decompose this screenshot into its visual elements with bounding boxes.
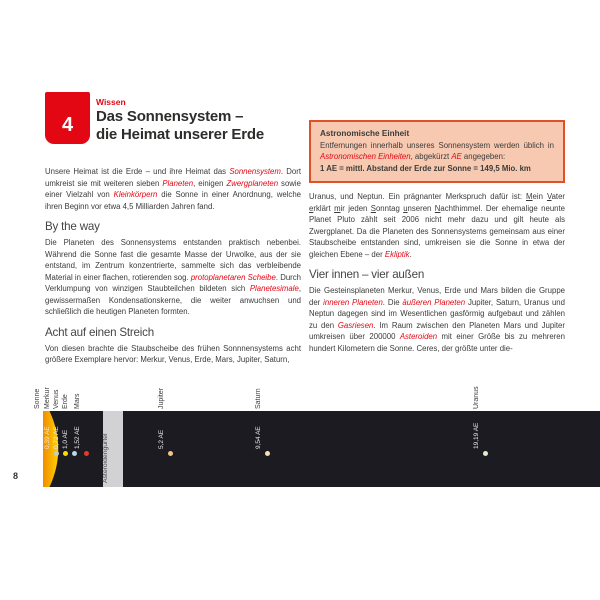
- diagram-label-merkur: Merkur: [43, 387, 51, 409]
- diagram-ae-uranus: 19,19 AE: [472, 422, 480, 449]
- diagram-label-sonne: Sonne: [33, 388, 41, 409]
- infobox-astronomische-einheit: [309, 120, 565, 183]
- diagram-dot-mars: [84, 451, 89, 456]
- infobox-body: Entfernungen innerhalb unseres Sonnensystem werden üblich in Astronomischen Einheiten, abgekürzt AE angegeben:: [320, 140, 554, 161]
- right-paragraph-1: Uranus, und Neptun. Ein prägnanter Merkspruch dafür ist: Mein Vater erklärt mir jeden Sonntag unseren Nachthimmel. Der ehemalige neunte Planet Pluto zählt seit 2006 nicht mehr dazu und gilt heute als Zwergplanet. Da die Planeten des Sonnensystems gemeinsam aus einer Staubscheibe entstanden sind, umkreisen sie die Sonne in etwa der gleichen Ebene – der Ekliptik.: [309, 192, 565, 259]
- diagram-label-jupiter: Jupiter: [157, 387, 165, 409]
- diagram-dot-uranus: [483, 451, 488, 456]
- diagram-dot-saturn: [265, 451, 270, 456]
- diagram-label-erde: Erde: [61, 394, 69, 409]
- diagram-dot-jupiter: [168, 451, 173, 456]
- sun-icon: [43, 411, 63, 487]
- infobox-formula: 1 AE = mittl. Abstand der Erde zur Sonne = 149,5 Mio. km: [320, 163, 531, 173]
- chapter-number-box: [45, 92, 90, 144]
- page-title-line1: Das Sonnensystem –: [96, 108, 244, 125]
- chapter-number: 4: [61, 114, 74, 136]
- left-column: [45, 166, 301, 380]
- diagram-ae-mars: 1,52 AE: [73, 426, 81, 449]
- right-paragraph-2: Die Gesteinsplaneten Merkur, Venus, Erde und Mars bilden die Gruppe der inneren Planeten. Die äußeren Planeten Jupiter, Saturn, Uranus und Neptun dagegen sind im Wesentlichen gasförmig aufgebaut und zählen zu den Gasriesen. Im Raum zwischen den Planeten Mars und Jupiter umkreisen über 200000 Asteroiden mit einer Größe bis zu mehreren hundert Kilometern die Sonne. Ceres, der größte unter die-: [309, 286, 565, 353]
- asteroid-belt-label: Asteroidengürtel: [101, 433, 109, 483]
- section-heading-by-the-way: By the way: [45, 220, 100, 233]
- diagram-dot-venus: [63, 451, 68, 456]
- diagram-ae-erde: 1,0 AE: [61, 429, 69, 449]
- page-number: 8: [13, 471, 19, 481]
- right-column: [309, 120, 565, 379]
- page-title: [96, 108, 264, 143]
- diagram-dot-merkur: [54, 451, 59, 456]
- diagram-label-saturn: Saturn: [254, 388, 262, 409]
- diagram-ae-saturn: 9,54 AE: [254, 426, 262, 449]
- section-heading-vier-innen-vier-aussen: Vier innen – vier außen: [309, 268, 425, 281]
- section-heading-acht-auf-einen-streich: Acht auf einen Streich: [45, 325, 155, 339]
- diagram-label-uranus: Uranus: [472, 386, 480, 409]
- left-paragraph-1: Unsere Heimat ist die Erde – und ihre Heimat das Sonnensystem. Dort umkreist sie mit weiteren sieben Planeten, einigen Zwergplaneten sowie einer Vielzahl von Kleinkörpern die Sonne in einer Anordnung, welche ihren Beginn vor etwa 4,5 Milliarden Jahren fand.: [45, 167, 301, 211]
- left-paragraph-3: Von diesen brachte die Staubscheibe des frühen Sonnnensystems acht größere Exemplare hervor: Merkur, Venus, Erde, Mars, Jupiter, Saturn,: [45, 343, 301, 364]
- distance-diagram: [33, 381, 600, 487]
- diagram-label-venus: Venus: [52, 389, 60, 409]
- diagram-dot-erde: [72, 451, 77, 456]
- diagram-ae-venus: 0,72 AE: [52, 426, 60, 449]
- page-title-line2: die Heimat unserer Erde: [96, 125, 264, 143]
- diagram-bar: [43, 411, 600, 487]
- left-paragraph-2: Die Planeten des Sonnensystems entstanden praktisch nebenbei. Während die Sonne fast die gesamte Masse der Urwolke, aus der sie entstand, im Zentrum konzentrierte, sammelte sich das verbleibende Material in einer flachen, rotierenden sog. protoplanetaren Scheibe. Durch Verklumpung von winzigen Staubteilchen bildeten sich Planetesimale, gewissermaßen Kondensationskerne, die weiter anwuchsen und schließlich die heutigen Planeten formten.: [45, 238, 301, 316]
- chapter-kicker: Wissen: [96, 97, 126, 107]
- diagram-label-mars: Mars: [73, 393, 81, 409]
- diagram-ae-merkur: 0,39 AE: [43, 426, 51, 449]
- infobox-title: Astronomische Einheit: [320, 129, 410, 138]
- diagram-ae-jupiter: 5,2 AE: [157, 429, 165, 449]
